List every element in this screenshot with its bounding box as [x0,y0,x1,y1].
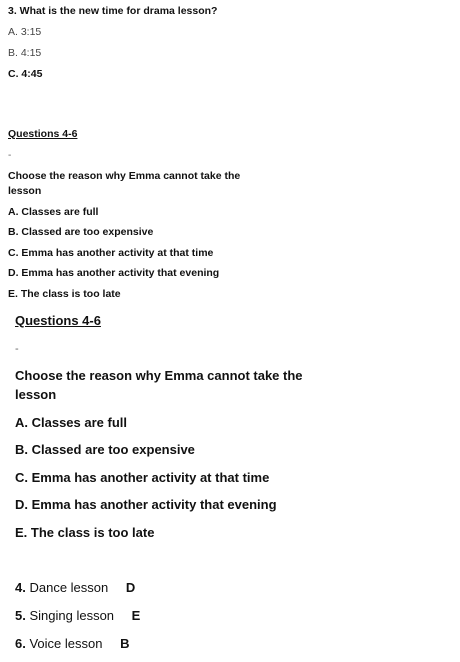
block2-prompt-line2: lesson [15,387,57,402]
block2-option-a: A. Classes are full [15,415,127,430]
block1-option-d: D. Emma has another activity that evening [8,267,220,279]
answer-number: 5. [15,608,26,623]
answer-letter: B [120,636,130,651]
q3-option-c: C. 4:45 [8,68,43,80]
block2-option-b: B. Classed are too expensive [15,442,195,457]
answer-label: Singing lesson [29,608,115,623]
answer-number: 4. [15,580,26,595]
answer-letter: D [125,580,136,595]
q3-option-b: B. 4:15 [8,47,42,59]
answer-label: Dance lesson [29,580,109,595]
block1-option-a: A. Classes are full [8,206,99,218]
block1-option-c: C. Emma has another activity at that time [8,247,214,259]
answer-row [15,608,140,623]
answer-row [15,580,135,595]
block2-dash: - [15,343,19,355]
block1-prompt-line1: Choose the reason why Emma cannot take the [8,170,241,182]
block1-heading: Questions 4-6 [8,128,78,140]
q3-question: 3. What is the new time for drama lesson? [8,5,218,17]
q3-option-a: A. 3:15 [8,26,42,38]
block2-option-d: D. Emma has another activity that evening [15,497,277,512]
block2-prompt-line1: Choose the reason why Emma cannot take the [15,368,303,383]
block2-option-c: C. Emma has another activity at that time [15,470,270,485]
block1-option-e: E. The class is too late [8,288,121,300]
answer-number: 6. [15,636,26,651]
block2-heading: Questions 4-6 [15,313,101,328]
block2-option-e: E. The class is too late [15,525,155,540]
block1-option-b: B. Classed are too expensive [8,226,154,238]
answer-row [15,636,129,651]
answer-letter: E [131,608,141,623]
block1-dash: - [8,150,12,161]
answer-label: Voice lesson [29,636,103,651]
block1-prompt-line2: lesson [8,185,42,197]
